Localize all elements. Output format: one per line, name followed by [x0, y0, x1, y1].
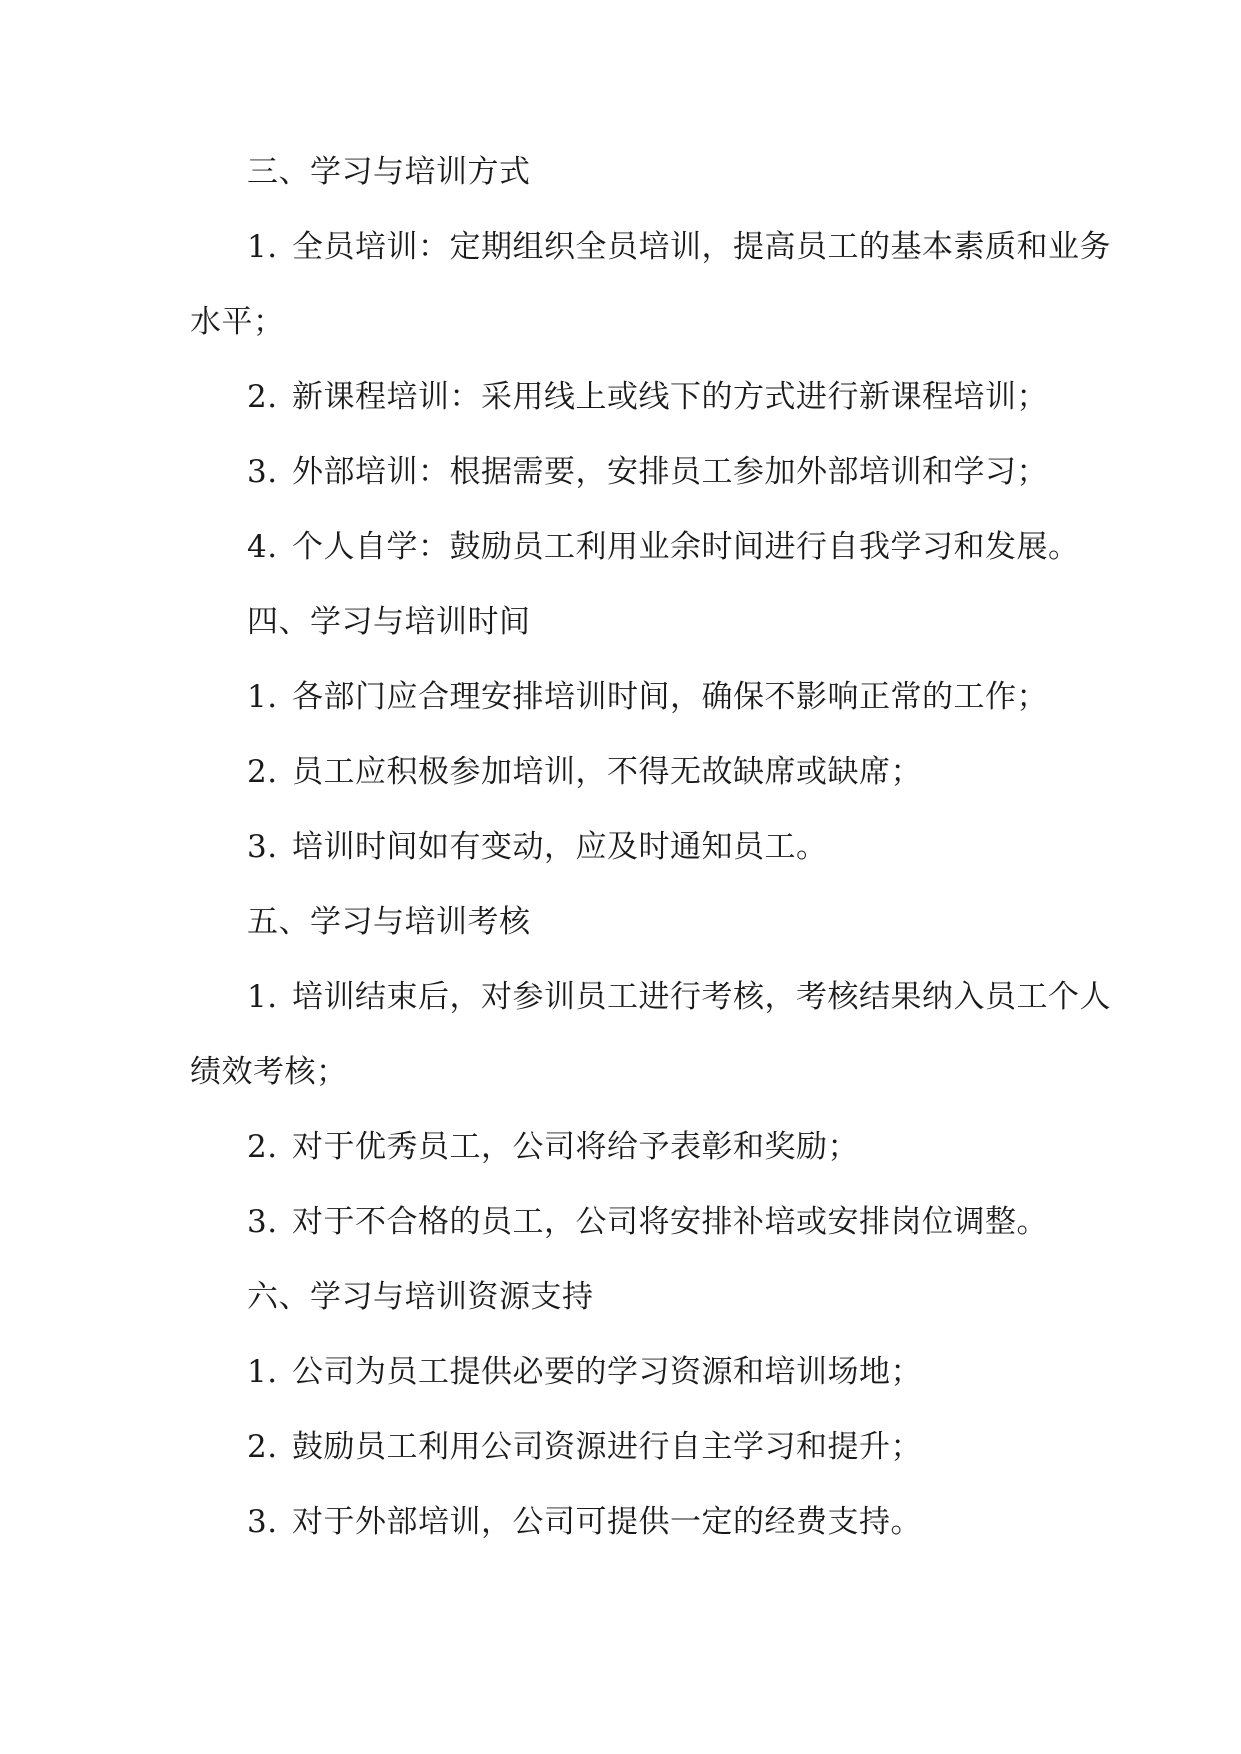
item-number: 2.: [247, 1429, 278, 1465]
list-item: [247, 527, 1080, 567]
item-number: 2.: [247, 1129, 278, 1165]
item-number: 1.: [247, 1354, 278, 1390]
item-number: 1.: [247, 229, 278, 265]
item-text: 对于不合格的员工，公司将安排补培或安排岗位调整。: [292, 1204, 1048, 1240]
item-continuation: 水平；: [190, 304, 285, 340]
item-text: 培训结束后，对参训员工进行考核，考核结果纳入员工个人: [292, 979, 1111, 1015]
item-number: 1.: [247, 679, 278, 715]
list-item: [247, 677, 1048, 717]
list-item: [247, 1502, 922, 1542]
item-text: 全员培训：定期组织全员培训，提高员工的基本素质和业务: [292, 229, 1111, 265]
item-number: 3.: [247, 1204, 278, 1240]
section-heading: 三、学习与培训方式: [247, 154, 531, 190]
item-number: 2.: [247, 754, 278, 790]
section-heading: 四、学习与培训时间: [247, 604, 531, 640]
item-number: 3.: [247, 829, 278, 865]
section-heading: 六、学习与培训资源支持: [247, 1279, 594, 1315]
list-item: [247, 227, 1111, 267]
item-number: 2.: [247, 379, 278, 415]
item-number: 4.: [247, 529, 278, 565]
item-text: 员工应积极参加培训，不得无故缺席或缺席；: [292, 754, 922, 790]
list-item: [247, 827, 828, 867]
item-text: 对于优秀员工，公司将给予表彰和奖励；: [292, 1129, 859, 1165]
item-text: 公司为员工提供必要的学习资源和培训场地；: [292, 1354, 922, 1390]
item-text: 各部门应合理安排培训时间，确保不影响正常的工作；: [292, 679, 1048, 715]
list-item: [247, 1127, 859, 1167]
section-heading: 五、学习与培训考核: [247, 904, 531, 940]
list-item: [247, 1427, 922, 1467]
item-text: 新课程培训：采用线上或线下的方式进行新课程培训；: [292, 379, 1048, 415]
list-item: [247, 1202, 1048, 1242]
item-text: 个人自学：鼓励员工利用业余时间进行自我学习和发展。: [292, 529, 1080, 565]
item-text: 培训时间如有变动，应及时通知员工。: [292, 829, 828, 865]
list-item: [247, 1352, 922, 1392]
item-number: 3.: [247, 454, 278, 490]
list-item: [247, 977, 1111, 1017]
item-continuation: 绩效考核；: [190, 1054, 348, 1090]
list-item: [247, 377, 1048, 417]
item-text: 外部培训：根据需要，安排员工参加外部培训和学习；: [292, 454, 1048, 490]
item-number: 3.: [247, 1504, 278, 1540]
item-text: 对于外部培训，公司可提供一定的经费支持。: [292, 1504, 922, 1540]
item-text: 鼓励员工利用公司资源进行自主学习和提升；: [292, 1429, 922, 1465]
list-item: [247, 752, 922, 792]
list-item: [247, 452, 1048, 492]
item-number: 1.: [247, 979, 278, 1015]
